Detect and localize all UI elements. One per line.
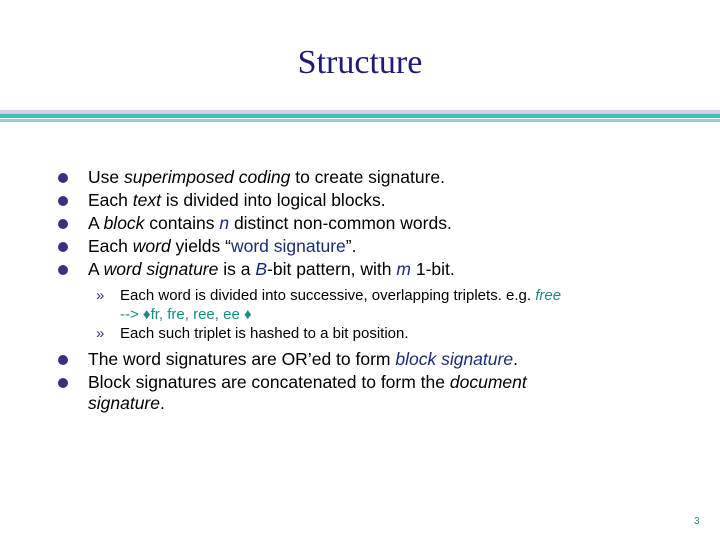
- bullet-text: distinct non-common words.: [229, 213, 452, 233]
- bullet-item: [58, 213, 678, 234]
- bullet-emphasis: word: [132, 236, 171, 256]
- bullet-list: [58, 167, 678, 416]
- bullet-item: [58, 259, 678, 280]
- bullet-dot-icon: [58, 355, 68, 365]
- bullet-text: yields “: [170, 236, 231, 256]
- bullet-text: A: [88, 213, 104, 233]
- bullet-text: Each: [88, 190, 133, 210]
- page-title: Structure: [297, 44, 423, 81]
- bullet-text: -bit pattern, with: [267, 259, 397, 279]
- bullet-emphasis: text: [132, 190, 161, 210]
- title-rule-teal: [0, 114, 720, 118]
- bullet-item: [58, 167, 678, 188]
- bullet-text: Block signatures are concatenated to form the: [88, 372, 450, 392]
- sub-bullet-example: free: [535, 287, 562, 304]
- sub-bullet-item: [58, 286, 678, 324]
- sub-bullet-text: Each word is divided into successive, overlapping triplets. e.g.: [120, 287, 536, 304]
- bullet-variable: m: [396, 259, 411, 279]
- bullet-item: [58, 190, 678, 211]
- bullet-item: [58, 236, 678, 257]
- bullet-item: [58, 349, 678, 370]
- bullet-text: to create signature.: [290, 167, 446, 187]
- bullet-dot-icon: [58, 219, 68, 229]
- bullet-text: .: [160, 393, 165, 413]
- sub-bullet-example-triplets: --> ♦fr, fre, ree, ee ♦: [120, 306, 252, 323]
- bullet-text: Use: [88, 167, 124, 187]
- bullet-emphasis: signature: [88, 393, 160, 413]
- bullet-text: .: [513, 349, 518, 369]
- bullet-text: is a: [218, 259, 256, 279]
- bullet-text: 1-bit.: [410, 259, 455, 279]
- bullet-text: ”.: [345, 236, 357, 256]
- bullet-variable: n: [219, 213, 230, 233]
- bullet-text: contains: [144, 213, 220, 233]
- bullet-emphasis: block signature: [395, 349, 514, 369]
- bullet-emphasis: block: [103, 213, 145, 233]
- sub-bullet-item: [58, 324, 678, 343]
- title-rule-blue: [0, 119, 720, 122]
- bullet-text: is divided into logical blocks.: [160, 190, 386, 210]
- bullet-dot-icon: [58, 242, 68, 252]
- bullet-dot-icon: [58, 378, 68, 388]
- bullet-highlight: word signature: [230, 236, 346, 256]
- bullet-dot-icon: [58, 265, 68, 275]
- page-number: 3: [694, 516, 700, 527]
- bullet-emphasis: superimposed coding: [123, 167, 291, 187]
- bullet-text: A: [88, 259, 104, 279]
- bullet-variable: B: [255, 259, 268, 279]
- sub-bullet-marker-icon: »: [96, 325, 105, 342]
- bullet-emphasis: document: [449, 372, 527, 392]
- bullet-dot-icon: [58, 196, 68, 206]
- bullet-text: The word signatures are OR’ed to form: [88, 349, 396, 369]
- sub-bullet-text: Each such triplet is hashed to a bit position.: [120, 325, 409, 342]
- bullet-emphasis: word signature: [103, 259, 219, 279]
- bullet-item: [58, 372, 678, 414]
- sub-bullet-marker-icon: »: [96, 287, 105, 304]
- bullet-dot-icon: [58, 173, 68, 183]
- bullet-text: Each: [88, 236, 133, 256]
